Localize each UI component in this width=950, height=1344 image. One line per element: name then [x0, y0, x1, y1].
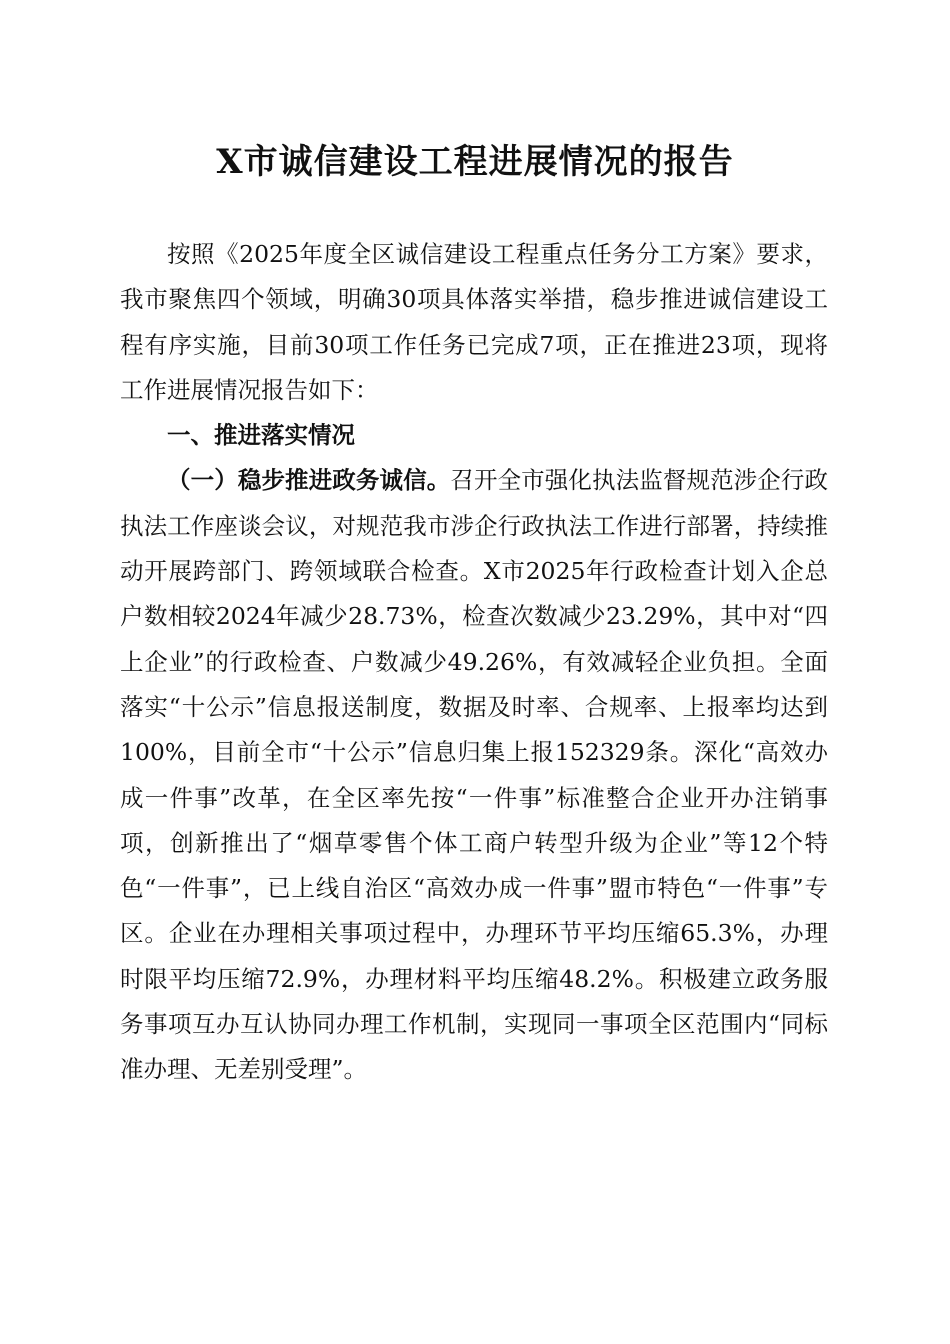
- subsection-heading-1: （一）稳步推进政务诚信。: [167, 466, 451, 495]
- document-body: [120, 232, 828, 1093]
- intro-paragraph: 按照《2025年度全区诚信建设工程重点任务分工方案》要求，我市聚焦四个领域，明确30项具体落实举措，稳步推进诚信建设工程有序实施，目前30项工作任务已完成7项，正在推进23项，现将工作进展情况报告如下：: [120, 240, 828, 404]
- subsection-body-1: 召开全市强化执法监督规范涉企行政执法工作座谈会议，对规范我市涉企行政执法工作进行部署，持续推动开展跨部门、跨领域联合检查。X市2025年行政检查计划入企总户数相较2024年减少28.73%，检查次数减少23.29%，其中对“四上企业”的行政检查、户数减少49.26%，有效减轻企业负担。全面落实“十公示”信息报送制度，数据及时率、合规率、上报率均达到100%，目前全市“十公示”信息归集上报152329条。深化“高效办成一件事”改革，在全区率先按“一件事”标准整合企业开办注销事项，创新推出了“烟草零售个体工商户转型升级为企业”等12个特色“一件事”，已上线自治区“高效办成一件事”盟市特色“一件事”专区。企业在办理相关事项过程中，办理环节平均压缩65.3%，办理时限平均压缩72.9%，办理材料平均压缩48.2%。积极建立政务服务事项互办互认协同办理工作机制，实现同一事项全区范围内“同标准办理、无差别受理”。: [120, 466, 829, 1084]
- subsection-paragraph-1: [120, 458, 828, 1092]
- section-heading-1: 一、推进落实情况: [167, 421, 355, 450]
- document-title: X市诚信建设工程进展情况的报告: [216, 142, 734, 182]
